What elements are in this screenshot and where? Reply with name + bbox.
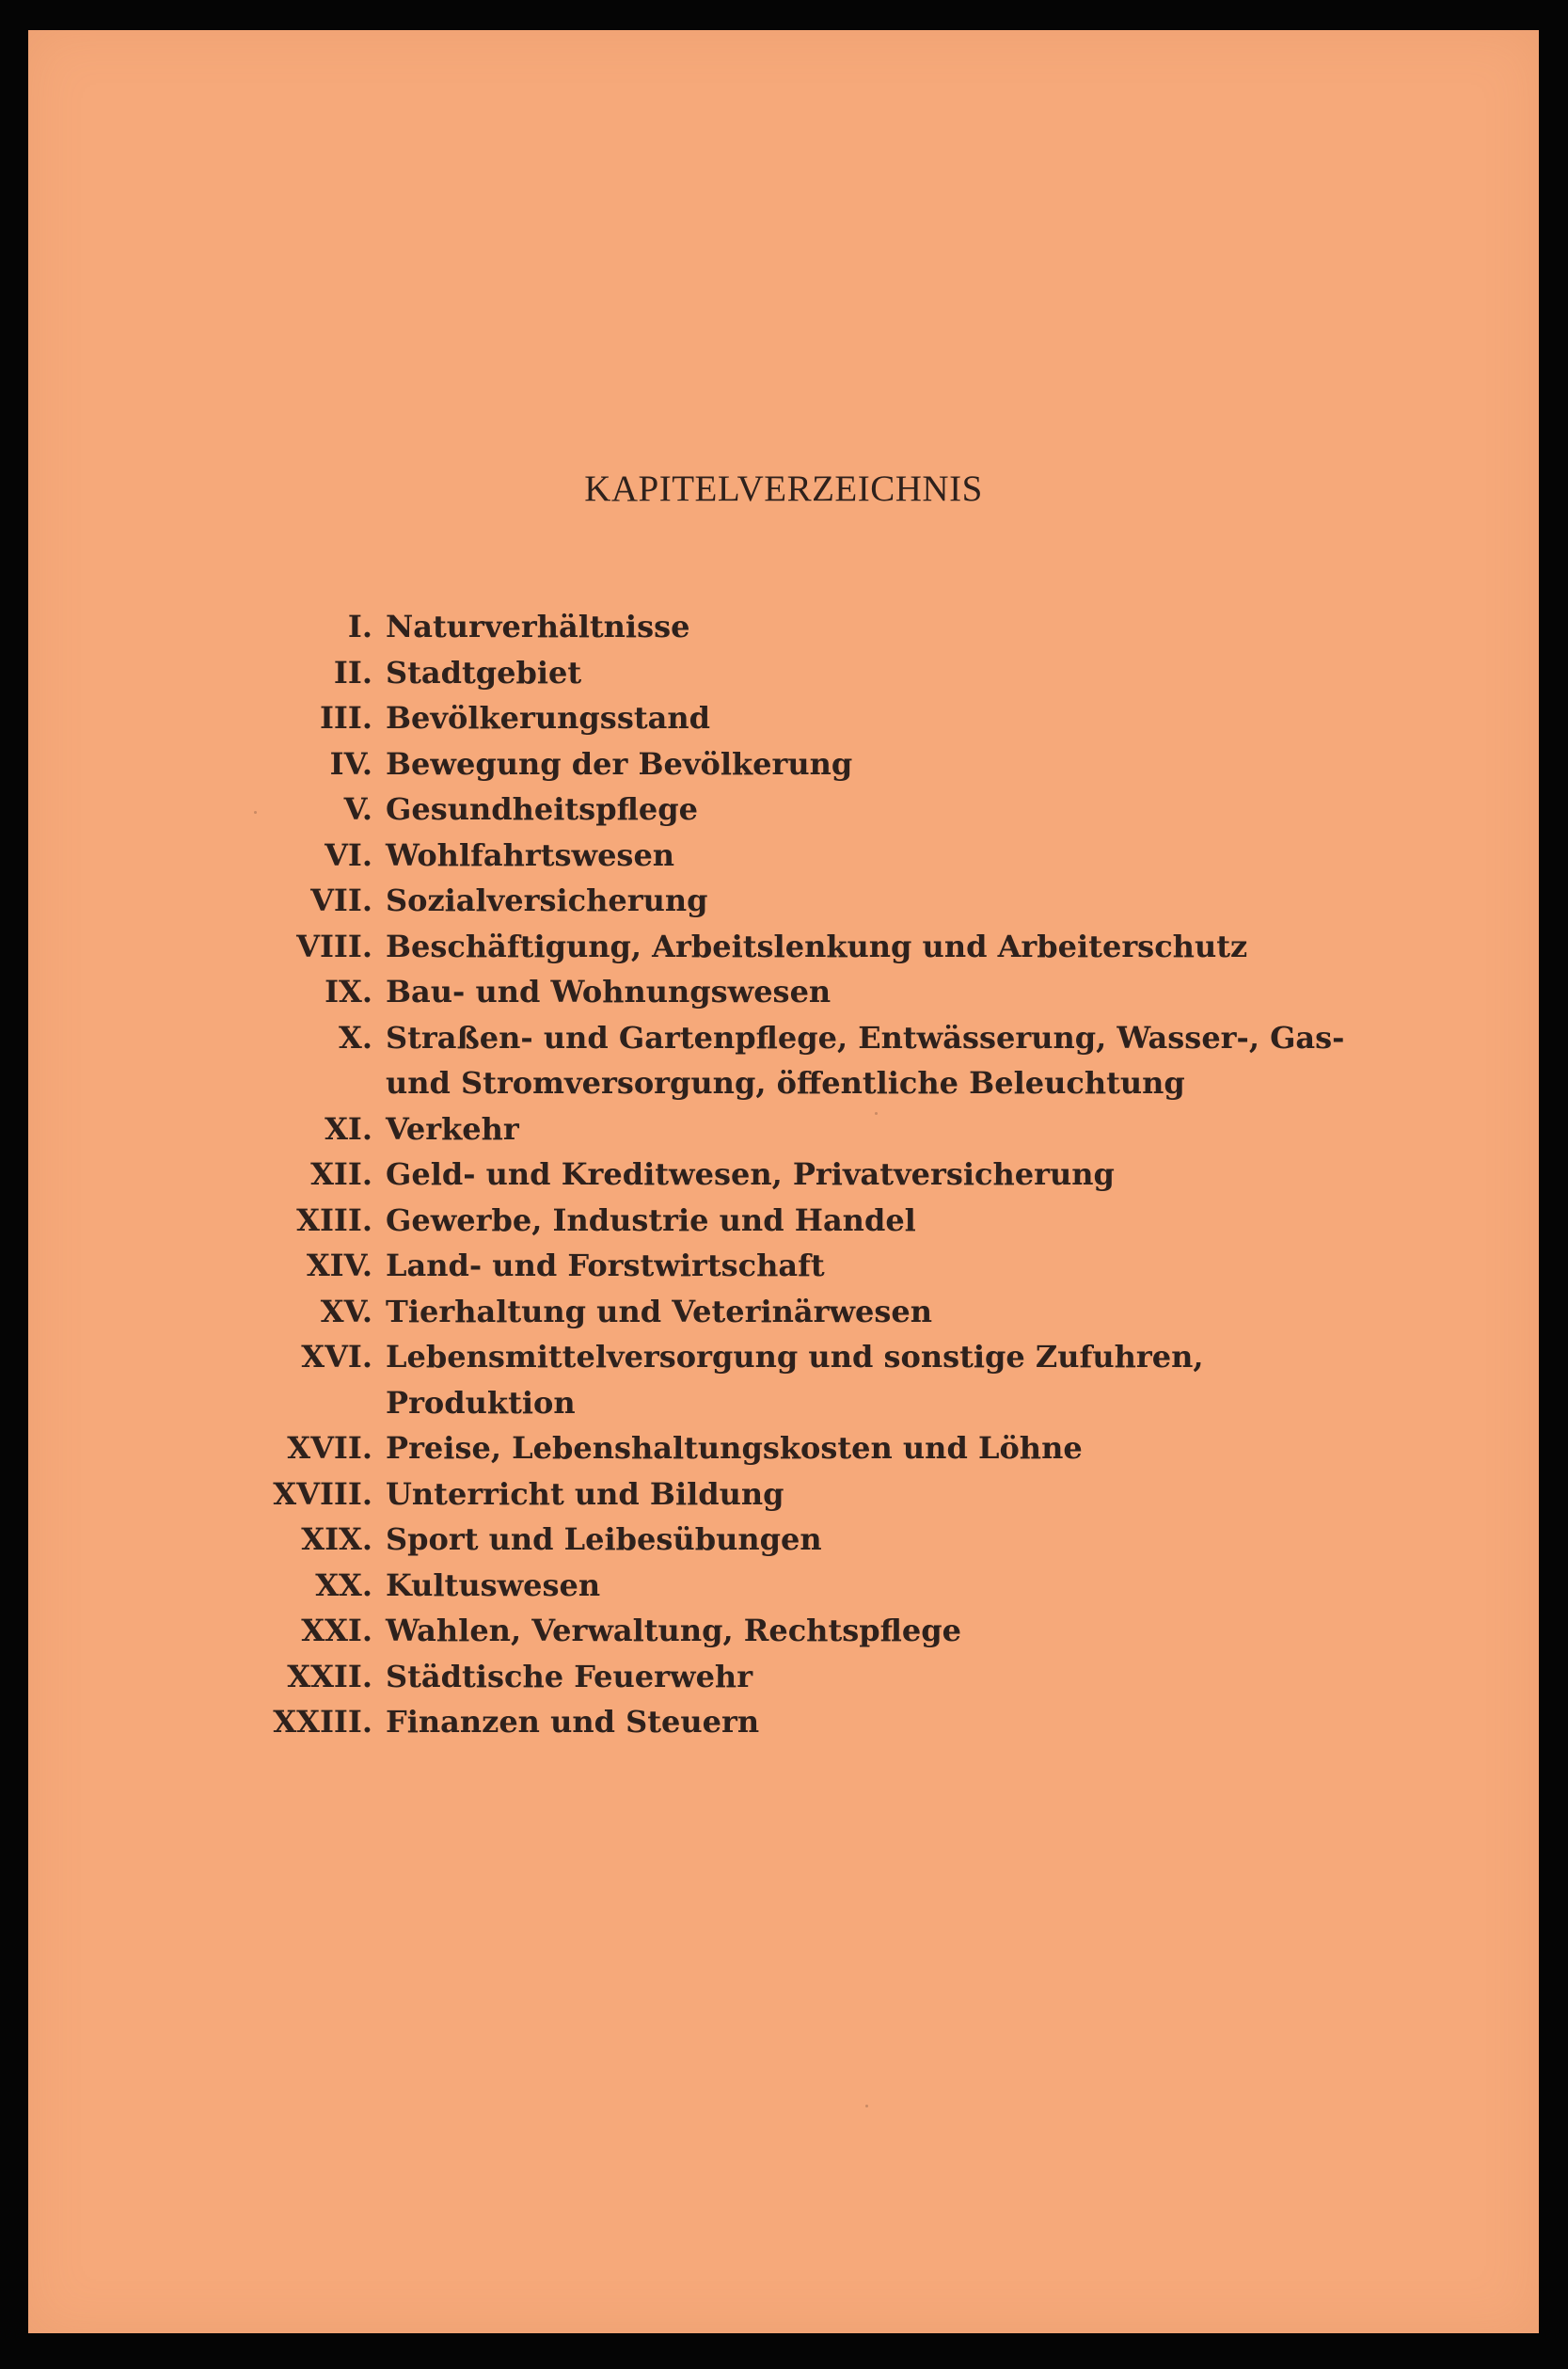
chapter-entry [28, 741, 1539, 787]
chapter-title: Stadtgebiet [386, 654, 582, 691]
chapter-entry [28, 969, 1539, 1015]
chapter-entry [28, 1425, 1539, 1471]
chapter-numeral: IV. [329, 745, 372, 782]
chapter-numeral: XIV. [306, 1248, 372, 1283]
chapter-entry [28, 1699, 1539, 1745]
chapter-entry [28, 833, 1539, 879]
chapter-entry [28, 1015, 1539, 1106]
chapter-title: Beschäftigung, Arbeitslenkung und Arbeiterschutz [386, 928, 1248, 964]
chapter-entry [28, 1471, 1539, 1518]
chapter-entry [28, 878, 1539, 924]
chapter-numeral: IX. [325, 974, 372, 1010]
chapter-title: Gesundheitspflege [386, 791, 698, 827]
chapter-entry [28, 1152, 1539, 1198]
paper-speck [875, 1112, 878, 1115]
chapter-numeral: VI. [325, 836, 372, 873]
chapter-entry [28, 787, 1539, 833]
chapter-title: Bau- und Wohnungswesen [386, 974, 832, 1010]
chapter-entry [28, 1106, 1539, 1153]
chapter-numeral: III. [319, 700, 372, 736]
chapter-title: Gewerbe, Industrie und Handel [386, 1201, 916, 1238]
chapter-title: Straßen- und Gartenpflege, Entwässerung, Wasser-, Gas- und Stromversorgung, öffentliche Beleuchtung [386, 1019, 1345, 1101]
chapter-numeral: XVII. [287, 1430, 372, 1466]
chapter-numeral: X. [339, 1019, 372, 1056]
chapter-title: Lebensmittelversorgung und sonstige Zufuhren, Produktion [386, 1339, 1204, 1421]
chapter-entry [28, 604, 1539, 650]
chapter-title: Städtische Feuerwehr [386, 1658, 753, 1694]
chapter-numeral: XI. [325, 1110, 372, 1147]
chapter-title: Unterricht und Bildung [386, 1475, 784, 1512]
chapter-numeral: VIII. [296, 928, 372, 964]
chapter-title: Wahlen, Verwaltung, Rechtspflege [386, 1613, 961, 1648]
chapter-numeral: I. [347, 609, 372, 644]
chapter-numeral: XVI. [301, 1339, 372, 1375]
chapter-title: Bewegung der Bevölkerung [386, 745, 853, 782]
chapter-title: Preise, Lebenshaltungskosten und Löhne [386, 1430, 1083, 1466]
chapter-entry [28, 1654, 1539, 1700]
paper-speck [254, 811, 257, 814]
chapter-entry [28, 1289, 1539, 1335]
chapter-entry [28, 924, 1539, 970]
paper-speck [865, 2105, 868, 2107]
chapter-numeral: XII. [310, 1156, 372, 1192]
chapter-title: Sozialversicherung [386, 882, 708, 918]
chapter-entry [28, 650, 1539, 696]
document-page [28, 30, 1539, 2333]
chapter-numeral: XXIII. [273, 1704, 372, 1740]
chapter-title: Geld- und Kreditwesen, Privatversicherung [386, 1156, 1115, 1192]
chapter-entry [28, 1198, 1539, 1244]
chapter-numeral: XX. [315, 1566, 372, 1603]
chapter-title: Finanzen und Steuern [386, 1704, 760, 1740]
chapter-title: Land- und Forstwirtschaft [386, 1248, 825, 1283]
chapter-entry [28, 695, 1539, 741]
chapter-title: Kultuswesen [386, 1566, 601, 1603]
chapter-numeral: V. [343, 791, 372, 827]
chapter-entry [28, 1563, 1539, 1609]
chapter-numeral: XIX. [301, 1521, 372, 1557]
chapter-entry [28, 1243, 1539, 1289]
chapter-entry [28, 1334, 1539, 1425]
chapter-list [28, 604, 1539, 1745]
chapter-title: Bevölkerungsstand [386, 700, 710, 736]
chapter-numeral: XIII. [296, 1201, 372, 1238]
chapter-numeral: VII. [310, 882, 372, 918]
chapter-numeral: XVIII. [273, 1475, 372, 1512]
chapter-numeral: XXII. [287, 1658, 372, 1694]
chapter-title: Tierhaltung und Veterinärwesen [386, 1293, 933, 1329]
chapter-entry [28, 1608, 1539, 1654]
chapter-title: Sport und Leibesübungen [386, 1521, 822, 1557]
chapter-title: Verkehr [386, 1110, 519, 1147]
chapter-title: Naturverhältnisse [386, 609, 690, 644]
chapter-numeral: II. [333, 654, 372, 691]
chapter-entry [28, 1517, 1539, 1563]
page-title: KAPITELVERZEICHNIS [584, 469, 983, 509]
chapter-numeral: XXI. [301, 1613, 372, 1648]
chapter-title: Wohlfahrtswesen [386, 836, 675, 873]
chapter-numeral: XV. [320, 1293, 372, 1329]
